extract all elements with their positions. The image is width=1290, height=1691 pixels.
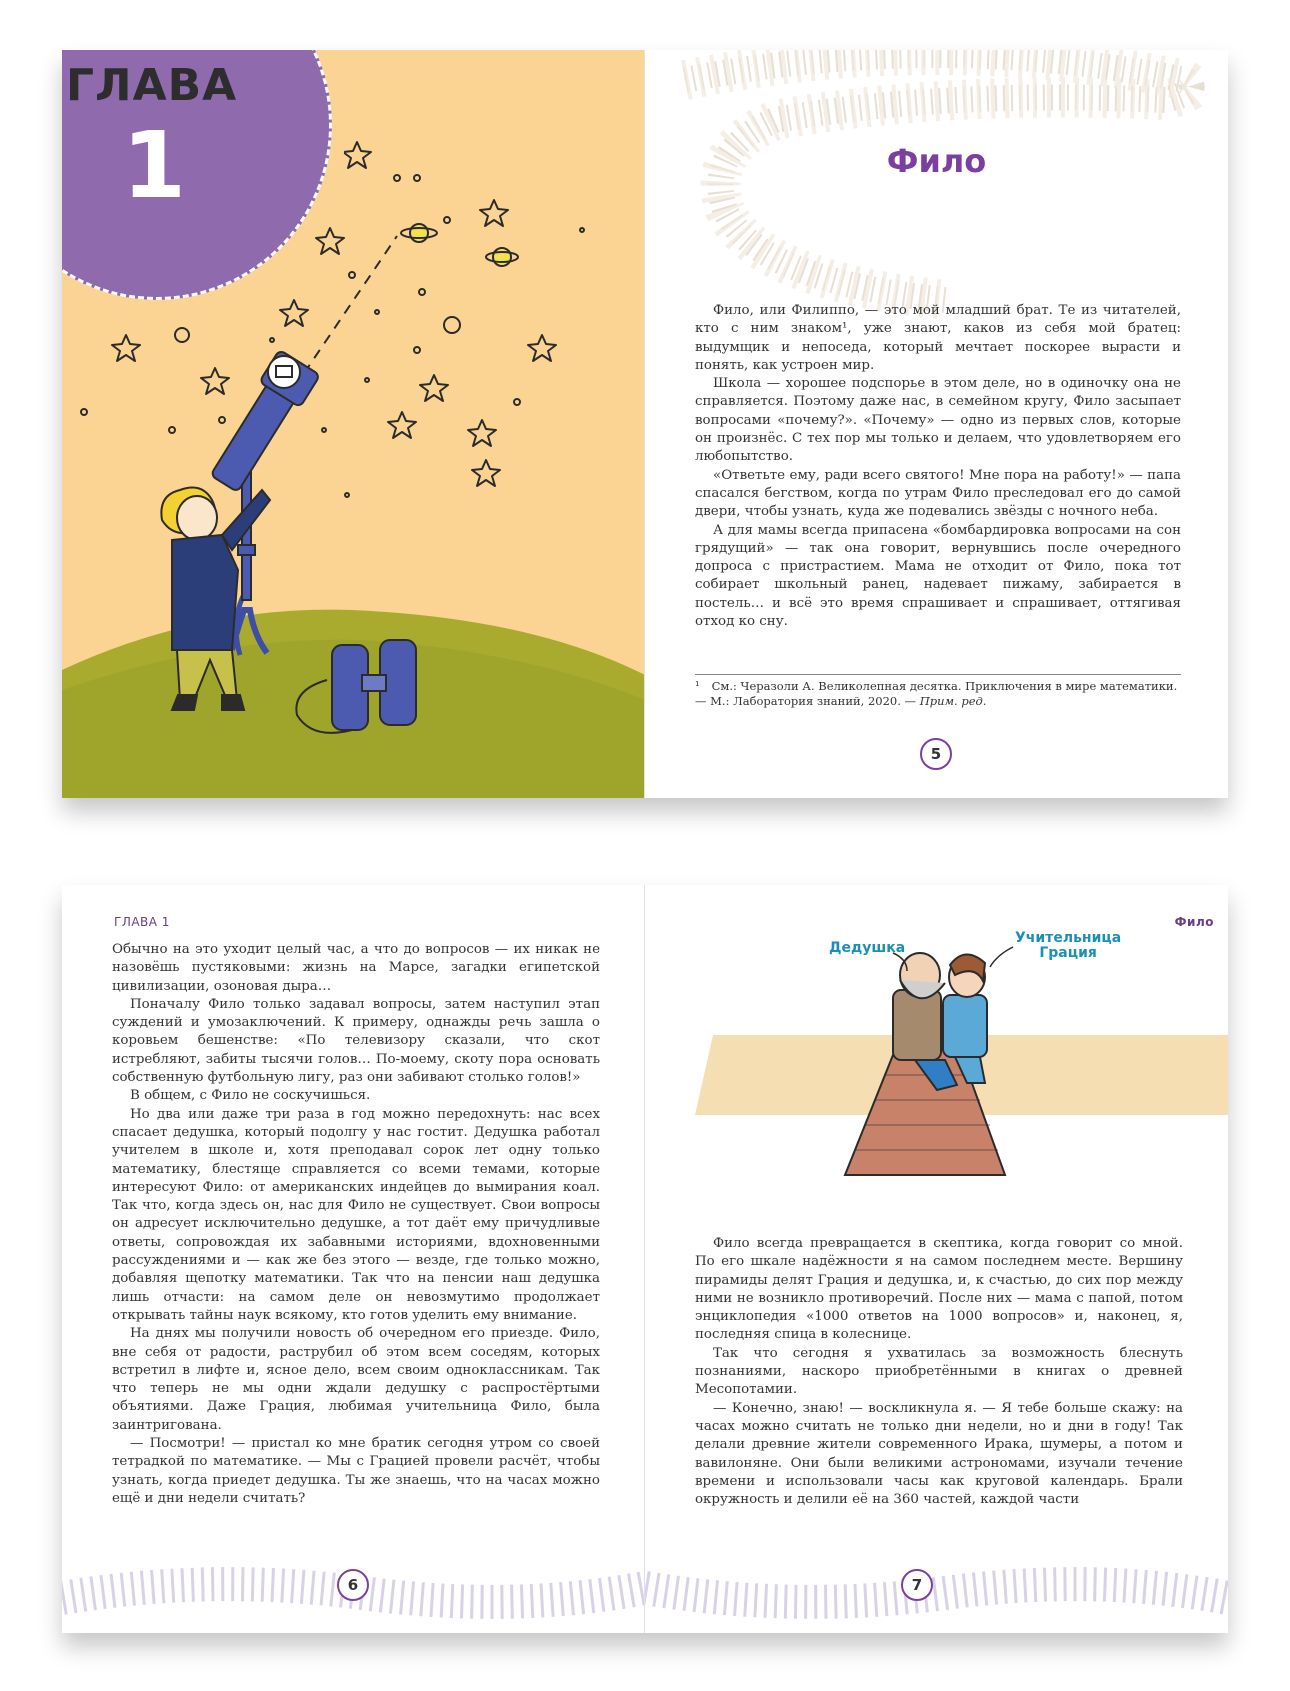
paragraph: А для мамы всегда припасена «бомбардировка вопросами на сон грядущий» — так она говорит, вернувшись после очередного допроса с пристрастием. Мама не отходит от Фило, пока тот собирает школьный ранец, надевает пижаму, забирается в постель… и всё это время спрашивает и спрашивает, оттягивая отход ко сну. <box>695 522 1181 630</box>
numbers-strip-decoration <box>645 1563 1228 1633</box>
paragraph: Фило, или Филиппо, — это мой младший брат. Те из читателей, кто с ним знаком¹, уже знают, каков из себя мой братец: выдумщик и непоседа, который мечтает поскорее вырасти и понять, как устроен мир. <box>695 303 1181 373</box>
paragraph: Фило всегда превращается в скептика, когда говорит со мной. По его шкале надёжности я на самом последнем месте. Вершину пирамиды делят Грация и дедушка, и, к счастью, до сих пор между ними не возникло противоречий. После них — мама с папой, потом энциклопедия «1000 ответов на 1000 вопросов» и, наконец, я, последняя спица в колеснице. <box>695 1236 1183 1343</box>
footnote-mark: ¹ <box>695 679 700 693</box>
star-icon <box>316 228 344 254</box>
page-number: 7 <box>901 1569 933 1601</box>
spread-top <box>62 50 1228 798</box>
paragraph: Школа — хорошее подспорье в этом деле, но в одиночку она не справляется. Поэтому даже нас, в семейном кругу, Фило засыпает вопросами «почему?». «Почему» — одно из первых слов, которые он произнёс. С тех пор мы только и делаем, что удовлетворяем его любопытство. <box>695 376 1181 465</box>
label-teacher-line-2: Грация <box>1039 945 1097 961</box>
paragraph: Но два или даже три раза в год можно передохнуть: нас всех спасает дедушка, который подолгу у нас гостит. Дедушка работал учителем в школе и, хотя преподавал сорок лет одну только математику, блестяще справляется со всеми темами, которые интересуют Фило: от американских индейцев до вымирания коал. Так что, когда здесь он, нас для Фило не существует. Свои вопросы он адресует исключительно дедушке, а тот даёт ему причудливые ответы, сопровождая их забавными историями, вдохновенными рассуждениями и — как же без этого — везде, где только можно, добавляя щепотку математики. Так что на пенсии наш дедушка лишь отчасти: на самом деле он невозмутимо продолжает открывать тайны наук всякому, кто готов уделить ему внимание. <box>112 1106 600 1323</box>
chapter-title: Фило <box>886 142 987 180</box>
running-head: ГЛАВА 1 <box>114 915 170 929</box>
numbers-swirl-decoration <box>645 50 1228 330</box>
spread-bottom <box>62 885 1228 1633</box>
page-number: 6 <box>337 1569 369 1601</box>
page-5 <box>645 50 1228 798</box>
footnote-text: См.: Черазоли А. Великолепная десятка. Приключения в мире математики. — М.: Лаборатория знаний, 2020. — <box>695 679 1178 708</box>
paragraph: — Конечно, знаю! — воскликнула я. — Я тебе больше скажу: на часах можно считать не только дни недели, но и дни в году! Так делали древние жители современного Ирака, шумеры, а потом и вавилоняне. Они были великими астрономами, изучали течение времени и использовали часы как круговой календарь. Брали окружность и делили её на 360 частей, каждой части <box>695 1400 1183 1508</box>
body-text-page-5 <box>695 302 1181 631</box>
footnote-note: Прим. ред. <box>919 693 987 708</box>
planets-group <box>401 224 518 266</box>
page-number: 5 <box>920 738 952 770</box>
footnote <box>695 674 1181 708</box>
paragraph: В общем, с Фило не соскучишься. <box>130 1088 371 1104</box>
paragraph: «Ответьте ему, ради всего святого! Мне пора на работу!» — папа спасался бегством, когда по утрам Фило преследовал его до самой двери, чтобы узнать, куда же подевались звёзды с ночного неба. <box>695 467 1181 520</box>
page-6 <box>62 885 645 1633</box>
star-icon <box>480 200 508 226</box>
paragraph: На днях мы получили новость об очередном его приезде. Фило, вне себя от радости, раструбил об этом всем соседям, которых встретил в лифте и, ясное дело, всем своим одноклассникам. Так что теперь не мы одни ждали дедушку с распростёртыми объятиями. Даже Грация, любимая учительница Фило, была заинтригована. <box>112 1326 600 1433</box>
star-icon <box>388 412 416 438</box>
star-icon <box>528 335 556 361</box>
body-text-page-7 <box>695 1235 1183 1509</box>
paragraph: Обычно на это уходит целый час, а что до вопросов — их никак не назовёшь пустяковыми: жизнь на Марсе, загадки египетской цивилизации, озоновая дыра… <box>112 942 600 994</box>
label-teacher <box>1015 931 1121 961</box>
star-icon <box>420 375 448 401</box>
label-grandpa: Дедушка <box>829 940 906 956</box>
star-icon <box>201 368 229 394</box>
chapter-number: 1 <box>122 112 187 219</box>
page-7 <box>645 885 1228 1633</box>
star-icon <box>472 460 500 486</box>
planet-icon <box>493 248 511 266</box>
star-icon <box>280 300 308 326</box>
chapter-label: ГЛАВА <box>66 60 238 111</box>
star-icon <box>112 335 140 361</box>
paragraph: — Посмотри! — пристал ко мне братик сегодня утром со своей тетрадкой по математике. — Мы с Грацией провели расчёт, чтобы узнать, когда приедет дедушка. Ты же знаешь, что на часах можно ещё и дни недели считать? <box>112 1436 600 1506</box>
body-text-page-6 <box>112 941 600 1508</box>
planet-icon <box>410 224 428 242</box>
star-icon <box>468 420 496 446</box>
paragraph: Так что сегодня я ухватилась за возможность блеснуть познаниями, наскоро приобретёнными в книгах о древней Месопотамии. <box>695 1345 1183 1398</box>
star-icon <box>343 142 371 168</box>
running-head: Фило <box>1174 915 1214 929</box>
label-teacher-line-1: Учительница <box>1015 930 1122 946</box>
pyramid-illustration <box>645 885 1228 1225</box>
paragraph: Поначалу Фило только задавал вопросы, затем наступил этап суждений и умозаключений. К примеру, однажды речь зашла о коровьем бешенстве: «По телевизору сказали, что скот истребляют, забиты тысячи голов… По-моему, скоту пора основать собственную футбольную лигу, раз они забивают столько голов!» <box>112 996 600 1086</box>
page-4-illustration <box>62 50 645 798</box>
